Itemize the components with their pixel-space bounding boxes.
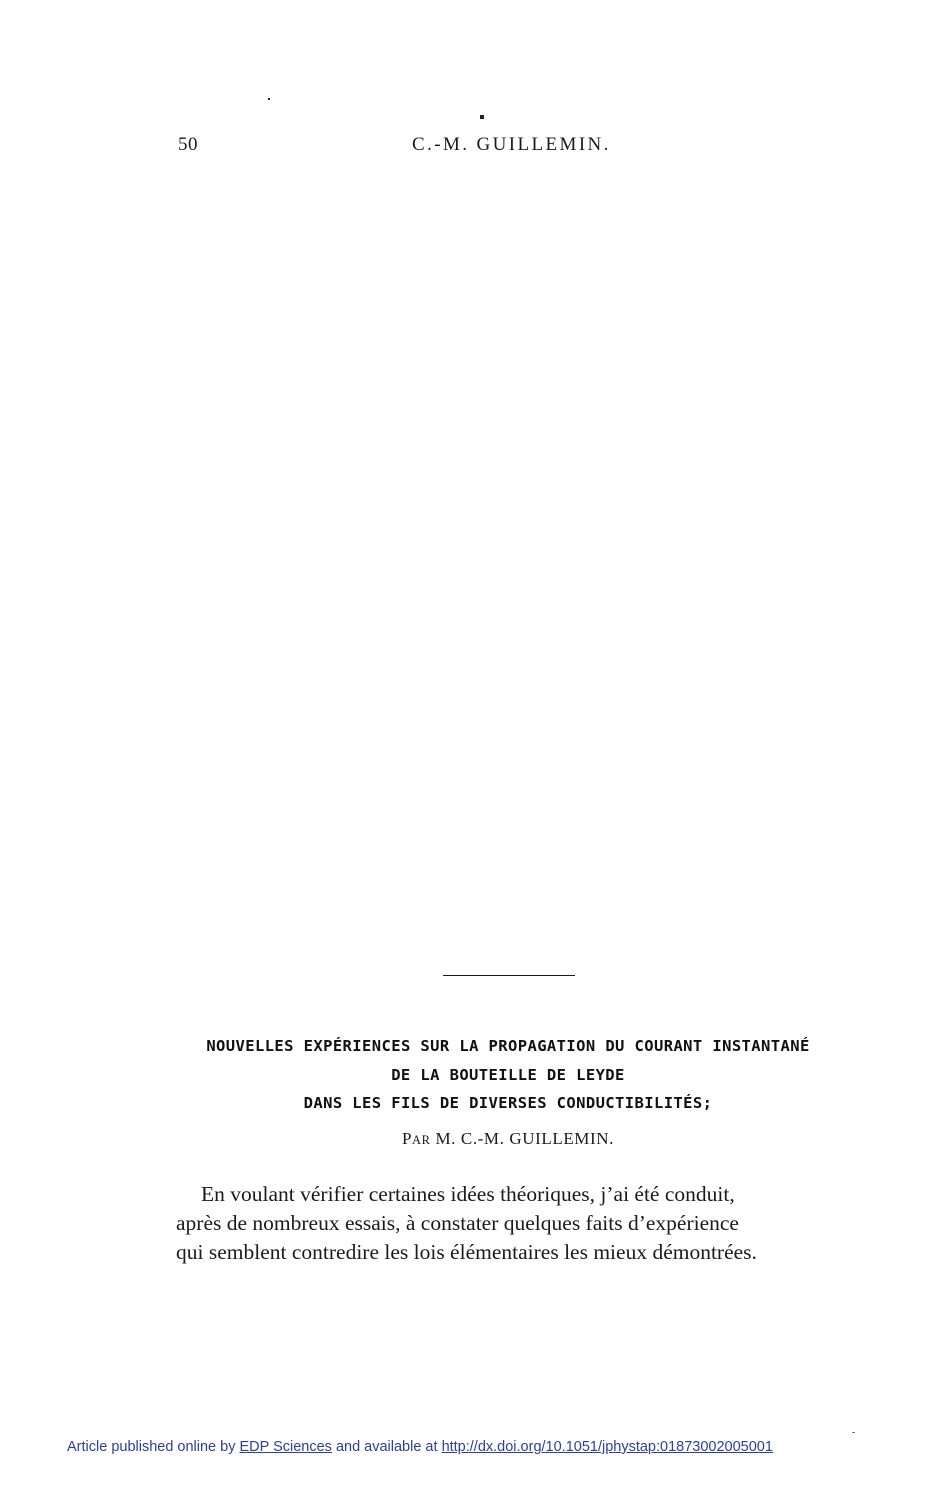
byline-prefix-cap: P <box>401 1129 413 1148</box>
page-number: 50 <box>178 134 198 155</box>
running-head: C.-M. GUILLEMIN. <box>412 134 611 155</box>
title-line: DANS LES FILS DE DIVERSES CONDUCTIBILITÉS; <box>303 1094 713 1112</box>
body-line: après de nombreux essais, à constater quelques faits d’expérience <box>176 1211 739 1235</box>
byline-prefix-rest: AR <box>412 1133 431 1147</box>
scan-speck <box>268 98 270 100</box>
title-line: DE LA BOUTEILLE DE LEYDE <box>391 1065 625 1084</box>
byline-author-name: M. C.-M. GUILLEMIN. <box>430 1129 615 1148</box>
body-line: qui semblent contredire les lois élémentaires les mieux démontrées. <box>176 1240 757 1264</box>
publication-footer <box>67 1439 773 1455</box>
body-paragraph <box>176 1180 842 1267</box>
author-byline <box>170 1129 846 1149</box>
publisher-link[interactable]: EDP Sciences <box>239 1439 332 1455</box>
scan-speck <box>480 115 484 119</box>
article-title <box>170 1032 846 1118</box>
title-line: NOUVELLES EXPÉRIENCES SUR LA PROPAGATION DU COURANT INSTANTANÉ <box>206 1037 810 1055</box>
section-divider <box>443 975 575 976</box>
footer-text-before: Article published online by <box>67 1439 240 1455</box>
body-line: En voulant vérifier certaines idées théoriques, j’ai été conduit, <box>201 1182 735 1206</box>
scan-speck <box>852 1432 855 1433</box>
footer-text-middle: and available at <box>331 1439 442 1455</box>
doi-link[interactable]: http://dx.doi.org/10.1051/jphystap:01873002005001 <box>441 1439 773 1455</box>
